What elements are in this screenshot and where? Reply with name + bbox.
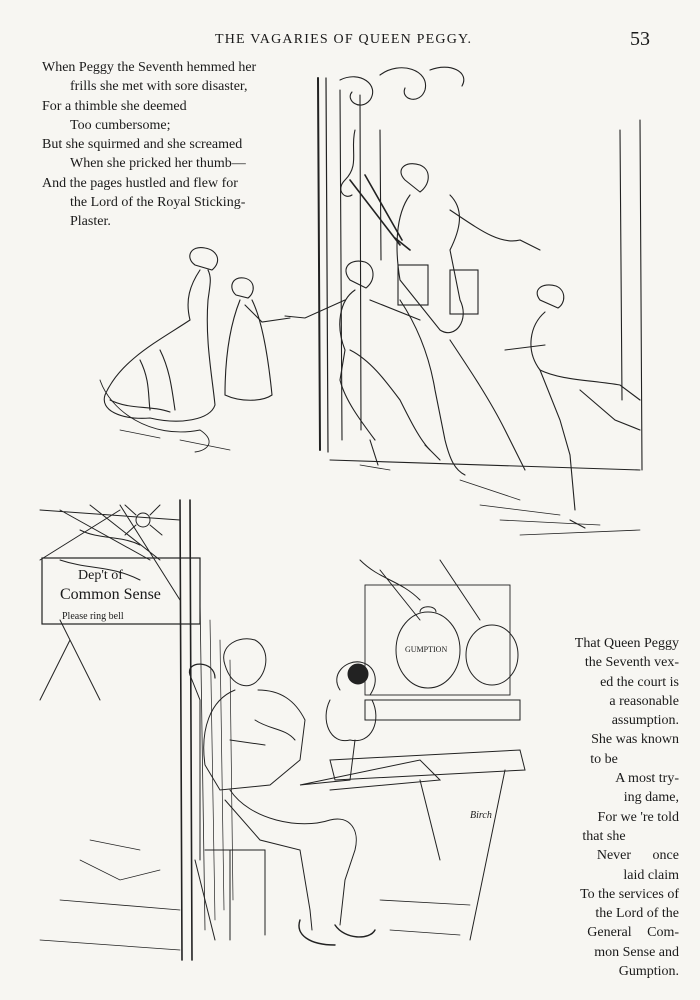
poem-line: To the services of bbox=[580, 886, 679, 902]
poem-line: assumption. bbox=[611, 713, 679, 729]
sign-line-2: Common Sense bbox=[60, 586, 161, 603]
poem-line: the Lord of the bbox=[595, 906, 679, 922]
poem-line: ing dame, bbox=[623, 790, 679, 806]
poem-line: That Queen Peggy bbox=[574, 636, 679, 651]
poem-line: a reasonable bbox=[609, 693, 679, 709]
artist-signature: Birch bbox=[470, 810, 492, 821]
poem-line: She was known bbox=[591, 732, 679, 748]
poem-line: the Seventh vex- bbox=[584, 655, 679, 671]
poem-line: For we 're told bbox=[597, 809, 679, 825]
poem-line: Plaster. bbox=[70, 214, 111, 230]
gumption-jar-label: GUMPTION bbox=[405, 645, 448, 654]
poem-line: Too cumbersome; bbox=[70, 117, 171, 133]
poem-line: the Lord of the Royal Sticking- bbox=[70, 195, 246, 211]
page-number: 53 bbox=[630, 28, 650, 50]
poem-line: For a thimble she deemed bbox=[42, 98, 187, 114]
poem-line: When she pricked her thumb— bbox=[70, 156, 246, 172]
poem-line: But she squirmed and she screamed bbox=[42, 137, 243, 153]
sign-line-3: Please ring bell bbox=[62, 611, 124, 622]
poem-line: mon Sense and bbox=[594, 944, 679, 960]
poem-line: frills she met with sore disaster, bbox=[70, 79, 248, 95]
poem-line: And the pages hustled and flew for bbox=[42, 175, 238, 191]
poem-line: Gumption. bbox=[618, 964, 679, 980]
running-title: THE VAGARIES OF QUEEN PEGGY. bbox=[215, 32, 473, 47]
sign-line-1: Dep't of bbox=[78, 568, 123, 583]
poem-line: to be bbox=[590, 751, 618, 767]
poem-line: laid claim bbox=[623, 867, 679, 883]
poem-line: General Com- bbox=[587, 925, 679, 941]
poem-line: When Peggy the Seventh hemmed her bbox=[42, 60, 257, 75]
poem-line: ed the court is bbox=[600, 674, 679, 690]
poem-line: A most try- bbox=[615, 771, 679, 787]
poem-line: Never once bbox=[596, 848, 679, 864]
poem-line: that she bbox=[582, 828, 626, 844]
poem-bottom bbox=[529, 634, 679, 981]
